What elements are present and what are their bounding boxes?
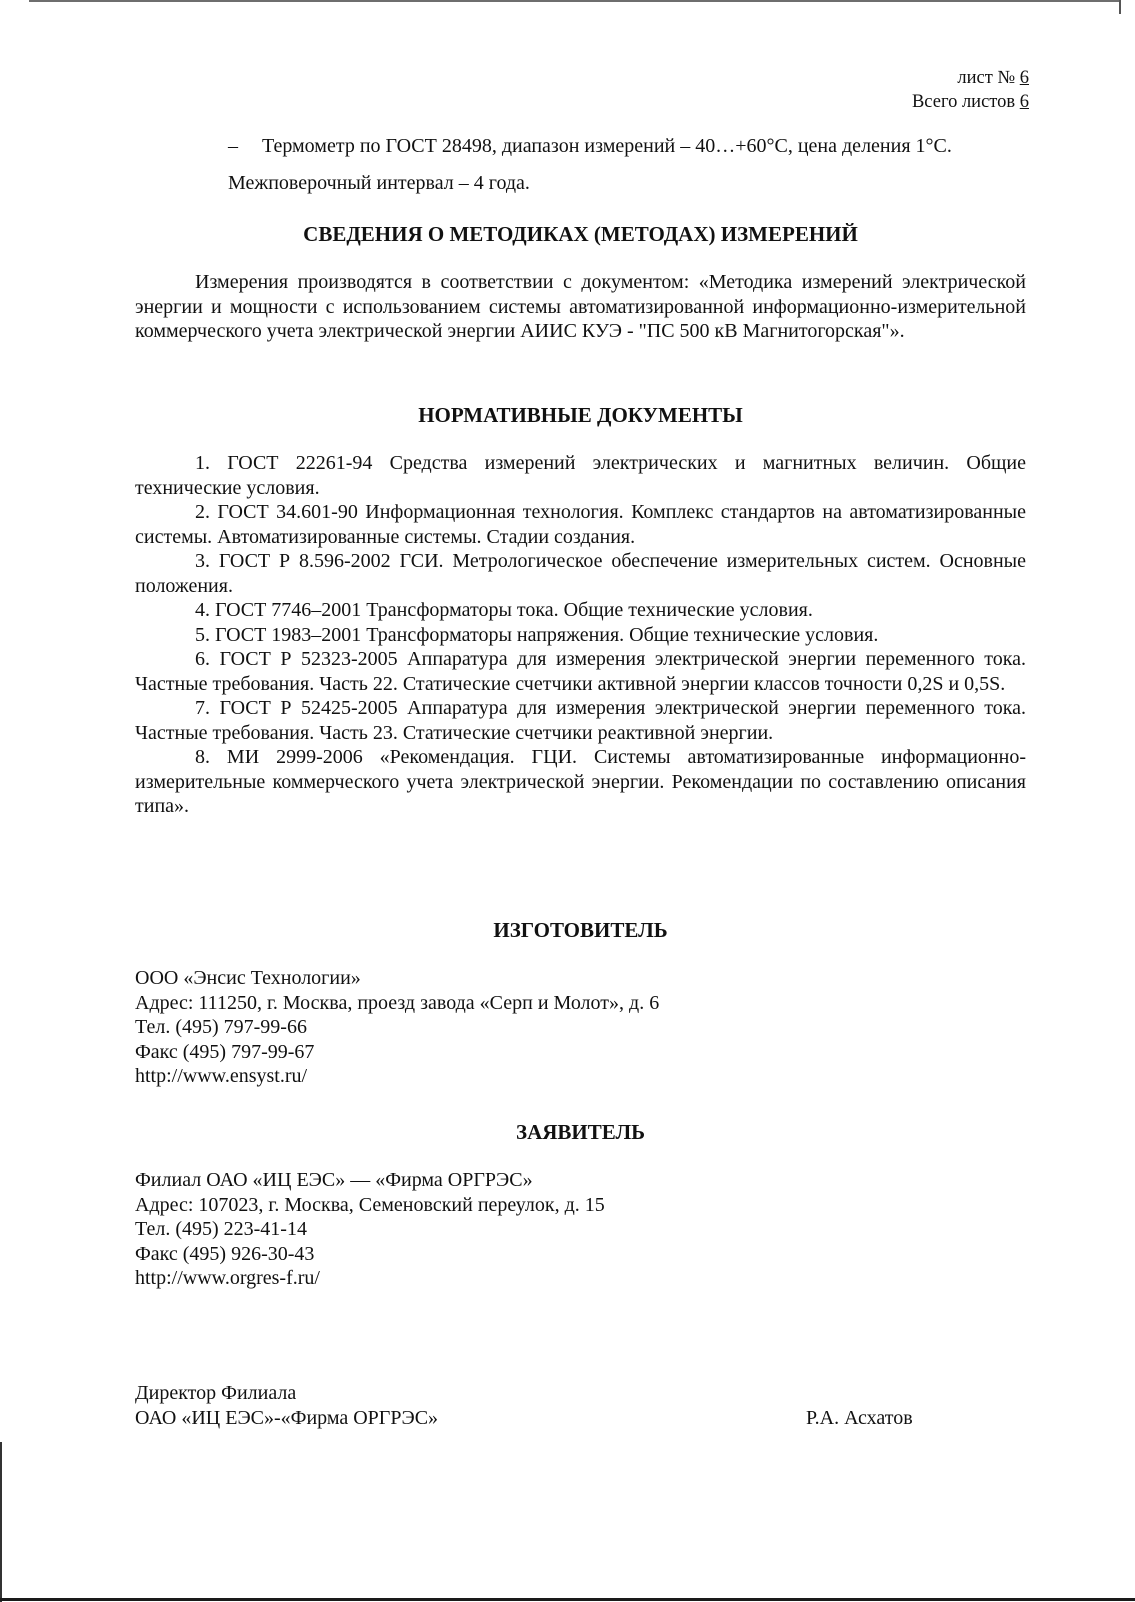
applicant-heading: ЗАЯВИТЕЛЬ xyxy=(515,1120,646,1144)
normative-heading: НОРМАТИВНЫЕ ДОКУМЕНТЫ xyxy=(418,403,743,427)
sheet-info xyxy=(912,66,1029,114)
sheet-label: лист № xyxy=(957,68,1016,88)
methods-text: Измерения производятся в соответствии с документом: «Методика измерений электрической энергии и мощности с использованием системы автоматизированной информационно-измерительной коммерческого учета электрической энергии АИИС КУЭ - "ПС 500 кВ Магнитогорская"». xyxy=(135,271,1026,342)
manufacturer-url: http://www.ensyst.ru/ xyxy=(135,1065,308,1087)
manufacturer-phone: Тел. (495) 797-99-66 xyxy=(135,1016,307,1038)
applicant-url: http://www.orgres-f.ru/ xyxy=(135,1267,320,1289)
normative-item: 8. МИ 2999-2006 «Рекомендация. ГЦИ. Системы автоматизированные информационно-измерительные коммерческого учета электрической энергии. Рекомендации по составлению описания типа». xyxy=(135,746,1026,817)
applicant-phone: Тел. (495) 223-41-14 xyxy=(135,1218,307,1240)
manufacturer-fax: Факс (495) 797-99-67 xyxy=(135,1040,315,1063)
normative-item: 5. ГОСТ 1983–2001 Трансформаторы напряжения. Общие технические условия. xyxy=(195,623,879,646)
thermometer-item: Термометр по ГОСТ 28498, диапазон измерений – 40…+60°С, цена деления 1°С. xyxy=(262,135,952,157)
signatory-title-line2: ОАО «ИЦ ЕЭС»-«Фирма ОРГРЭС» xyxy=(135,1406,439,1429)
scan-edge-right xyxy=(1119,0,1121,14)
scan-edge-top xyxy=(29,0,1120,2)
applicant-contacts xyxy=(135,1168,605,1291)
thermometer-dash: – xyxy=(228,135,238,157)
applicant-fax: Факс (495) 926-30-43 xyxy=(135,1242,315,1265)
manufacturer-name: ООО «Энсис Технологии» xyxy=(135,967,361,989)
signature-block xyxy=(135,1381,438,1430)
normative-item: 3. ГОСТ Р 8.596-2002 ГСИ. Метрологическое обеспечение измерительных систем. Основные положения. xyxy=(135,550,1026,597)
manufacturer-heading: ИЗГОТОВИТЕЛЬ xyxy=(493,918,668,942)
applicant-address: Адрес: 107023, г. Москва, Семеновский переулок, д. 15 xyxy=(135,1193,605,1216)
total-label: Всего листов xyxy=(911,92,1016,112)
normative-list xyxy=(135,451,1026,819)
manufacturer-contacts xyxy=(135,966,659,1089)
methods-heading: СВЕДЕНИЯ О МЕТОДИКАХ (МЕТОДАХ) ИЗМЕРЕНИЙ xyxy=(303,222,858,246)
signatory-title-line1: Директор Филиала xyxy=(135,1382,297,1404)
total-number: 6 xyxy=(1019,92,1029,112)
normative-item: 2. ГОСТ 34.601-90 Информационная технология. Комплекс стандартов на автоматизированные системы. Автоматизированные системы. Стадии создания. xyxy=(135,501,1026,548)
manufacturer-address: Адрес: 111250, г. Москва, проезд завода «Серп и Молот», д. 6 xyxy=(135,991,660,1014)
methods-section xyxy=(135,270,1026,344)
sheet-number: 6 xyxy=(1019,68,1029,88)
scan-edge-left xyxy=(0,1442,2,1602)
normative-item: 6. ГОСТ Р 52323-2005 Аппаратура для измерения электрической энергии переменного тока. Частные требования. Часть 22. Статические счетчики активной энергии классов точности 0,2S и 0,5S. xyxy=(135,648,1026,695)
sheet-number-line xyxy=(912,66,1029,90)
verification-interval: Межповерочный интервал – 4 года. xyxy=(228,172,530,194)
sheet-total-line xyxy=(912,90,1029,114)
normative-item: 7. ГОСТ Р 52425-2005 Аппаратура для измерения электрической энергии переменного тока. Частные требования. Часть 23. Статические счетчики реактивной энергии. xyxy=(135,697,1026,744)
applicant-name: Филиал ОАО «ИЦ ЕЭС» — «Фирма ОРГРЭС» xyxy=(135,1169,533,1191)
normative-item: 1. ГОСТ 22261-94 Средства измерений электрических и магнитных величин. Общие технические условия. xyxy=(135,452,1026,499)
signatory-name: Р.А. Асхатов xyxy=(806,1407,913,1429)
normative-item: 4. ГОСТ 7746–2001 Трансформаторы тока. Общие технические условия. xyxy=(195,599,813,621)
